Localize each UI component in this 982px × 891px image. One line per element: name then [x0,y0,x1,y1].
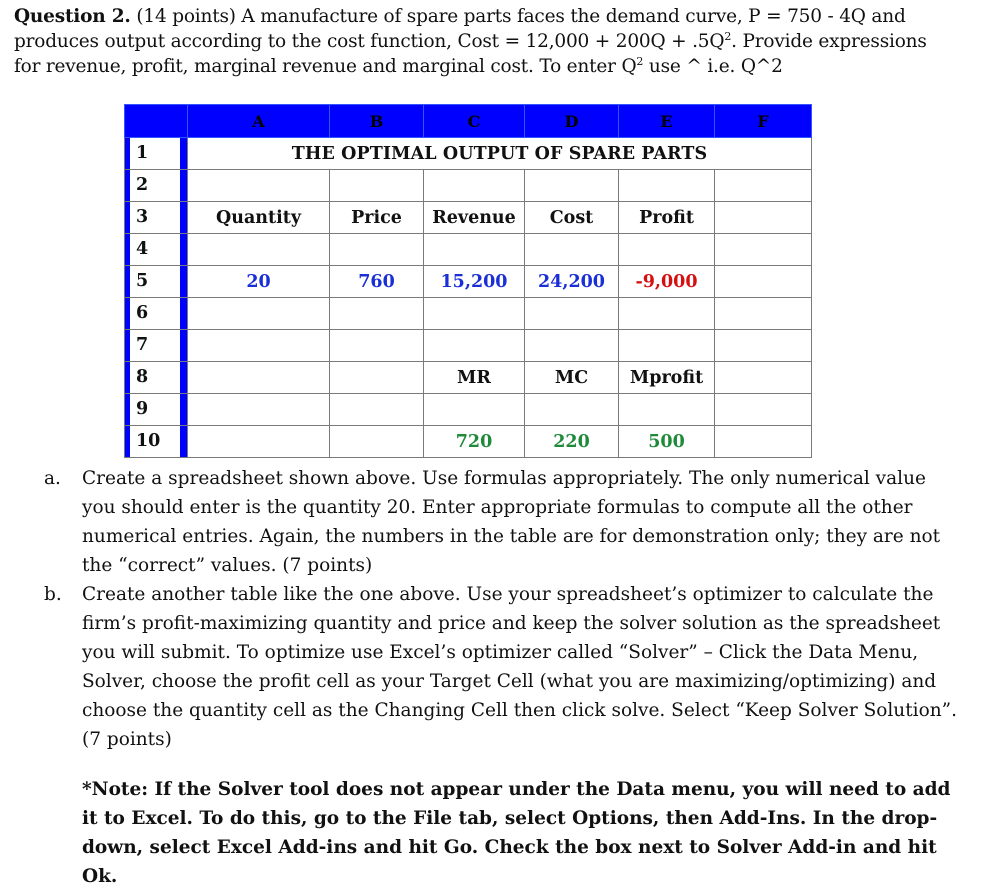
header-revenue: Revenue [424,202,525,234]
column-header-row [125,105,812,138]
column-header-a: A [188,105,330,138]
part-b-text: Create another table like the one above. Use your spreadsheet’s optimizer to calculate the firm’s profit-maximizing quantity and price and keep the solver solution as the spreadsheet you will submit. To optimize use Excel’s optimizer called “Solver” – Click the Data Menu, Solver, choose the profit cell as your Target Cell (what you are maximizing/optimizing) and choose the quantity cell as the Changing Cell then click solve. Select “Keep Solver Solution”. (7 points) [82,584,957,750]
cell [715,170,812,202]
part-b-marker: b. [44,584,62,605]
row-7 [125,330,812,362]
value-mprofit: 500 [619,426,715,458]
row-number: 2 [125,170,188,202]
row-9 [125,394,812,426]
superscript-2b: 2 [636,54,644,68]
row-6 [125,298,812,330]
superscript-2: 2 [724,29,732,43]
solver-note: *Note: If the Solver tool does not appear under the Data menu, you will need to add it to Excel. To do this, go to the File tab, select Options, then Add-Ins. In the drop-down, select Excel Add-ins and hit Go. Check the box next to Solver Add-in and hit Ok. [82,779,951,887]
row-number: 6 [125,298,188,330]
cell [715,362,812,394]
question-line-1: (14 points) A manufacture of spare parts faces the demand curve, P = 750 - 4Q and [130,6,906,27]
header-mr: MR [424,362,525,394]
row-number: 5 [125,266,188,298]
row-3 [125,202,812,234]
corner-cell [125,105,188,138]
row-8 [125,362,812,394]
spreadsheet-table [124,104,812,458]
column-header-c: C [424,105,525,138]
cell [188,426,330,458]
row-number: 10 [125,426,188,458]
cell [424,170,525,202]
cell [330,170,424,202]
cell [188,170,330,202]
cell [424,298,525,330]
part-a-marker: a. [44,468,61,489]
question-line-2a: produces output according to the cost function, Cost = 12,000 + 200Q + .5Q [14,31,725,52]
cell [330,234,424,266]
table-title: THE OPTIMAL OUTPUT OF SPARE PARTS [188,138,812,170]
header-quantity: Quantity [188,202,330,234]
row-10 [125,426,812,458]
row-2 [125,170,812,202]
row-1 [125,138,812,170]
cell [619,298,715,330]
column-header-b: B [330,105,424,138]
question-line-2b: . Provide expressions [731,31,927,52]
cell [188,234,330,266]
header-cost: Cost [525,202,619,234]
cell [619,170,715,202]
cell [525,170,619,202]
cell [330,362,424,394]
cell [330,394,424,426]
cell [525,234,619,266]
row-number: 7 [125,330,188,362]
part-b [44,580,964,754]
value-price: 760 [330,266,424,298]
column-header-f: F [715,105,812,138]
value-profit: -9,000 [619,266,715,298]
cell [715,394,812,426]
value-quantity: 20 [188,266,330,298]
row-number: 1 [125,138,188,170]
cell [619,234,715,266]
row-number: 3 [125,202,188,234]
cell [619,330,715,362]
header-price: Price [330,202,424,234]
part-a-text: Create a spreadsheet shown above. Use formulas appropriately. The only numerical value you should enter is the quantity 20. Enter appropriate formulas to compute all the other numerical entries. Again, the numbers in the table are for demonstration only; they are not the “correct” values. (7 points) [82,468,941,576]
question-label: Question 2. [14,6,131,27]
cell [525,298,619,330]
cell [330,426,424,458]
cell [330,330,424,362]
cell [188,298,330,330]
header-profit: Profit [619,202,715,234]
cell [424,394,525,426]
header-mc: MC [525,362,619,394]
cell [424,330,525,362]
cell [525,394,619,426]
value-mr: 720 [424,426,525,458]
cell [330,298,424,330]
question-intro [14,4,974,79]
column-header-e: E [619,105,715,138]
cell [715,234,812,266]
row-number: 4 [125,234,188,266]
cell [188,330,330,362]
cell [715,298,812,330]
cell [525,330,619,362]
question-line-3a: for revenue, profit, marginal revenue and marginal cost. To enter Q [14,56,637,77]
value-cost: 24,200 [525,266,619,298]
header-mprofit: Mprofit [619,362,715,394]
cell [715,330,812,362]
question-line-3b: use ^ i.e. Q^2 [643,56,783,77]
cell [715,202,812,234]
row-number: 9 [125,394,188,426]
part-a [44,464,964,580]
row-number: 8 [125,362,188,394]
cell [188,394,330,426]
cell [188,362,330,394]
value-mc: 220 [525,426,619,458]
cell [715,426,812,458]
row-5 [125,266,812,298]
column-header-d: D [525,105,619,138]
cell [619,394,715,426]
cell [424,234,525,266]
cell [715,266,812,298]
row-4 [125,234,812,266]
value-revenue: 15,200 [424,266,525,298]
